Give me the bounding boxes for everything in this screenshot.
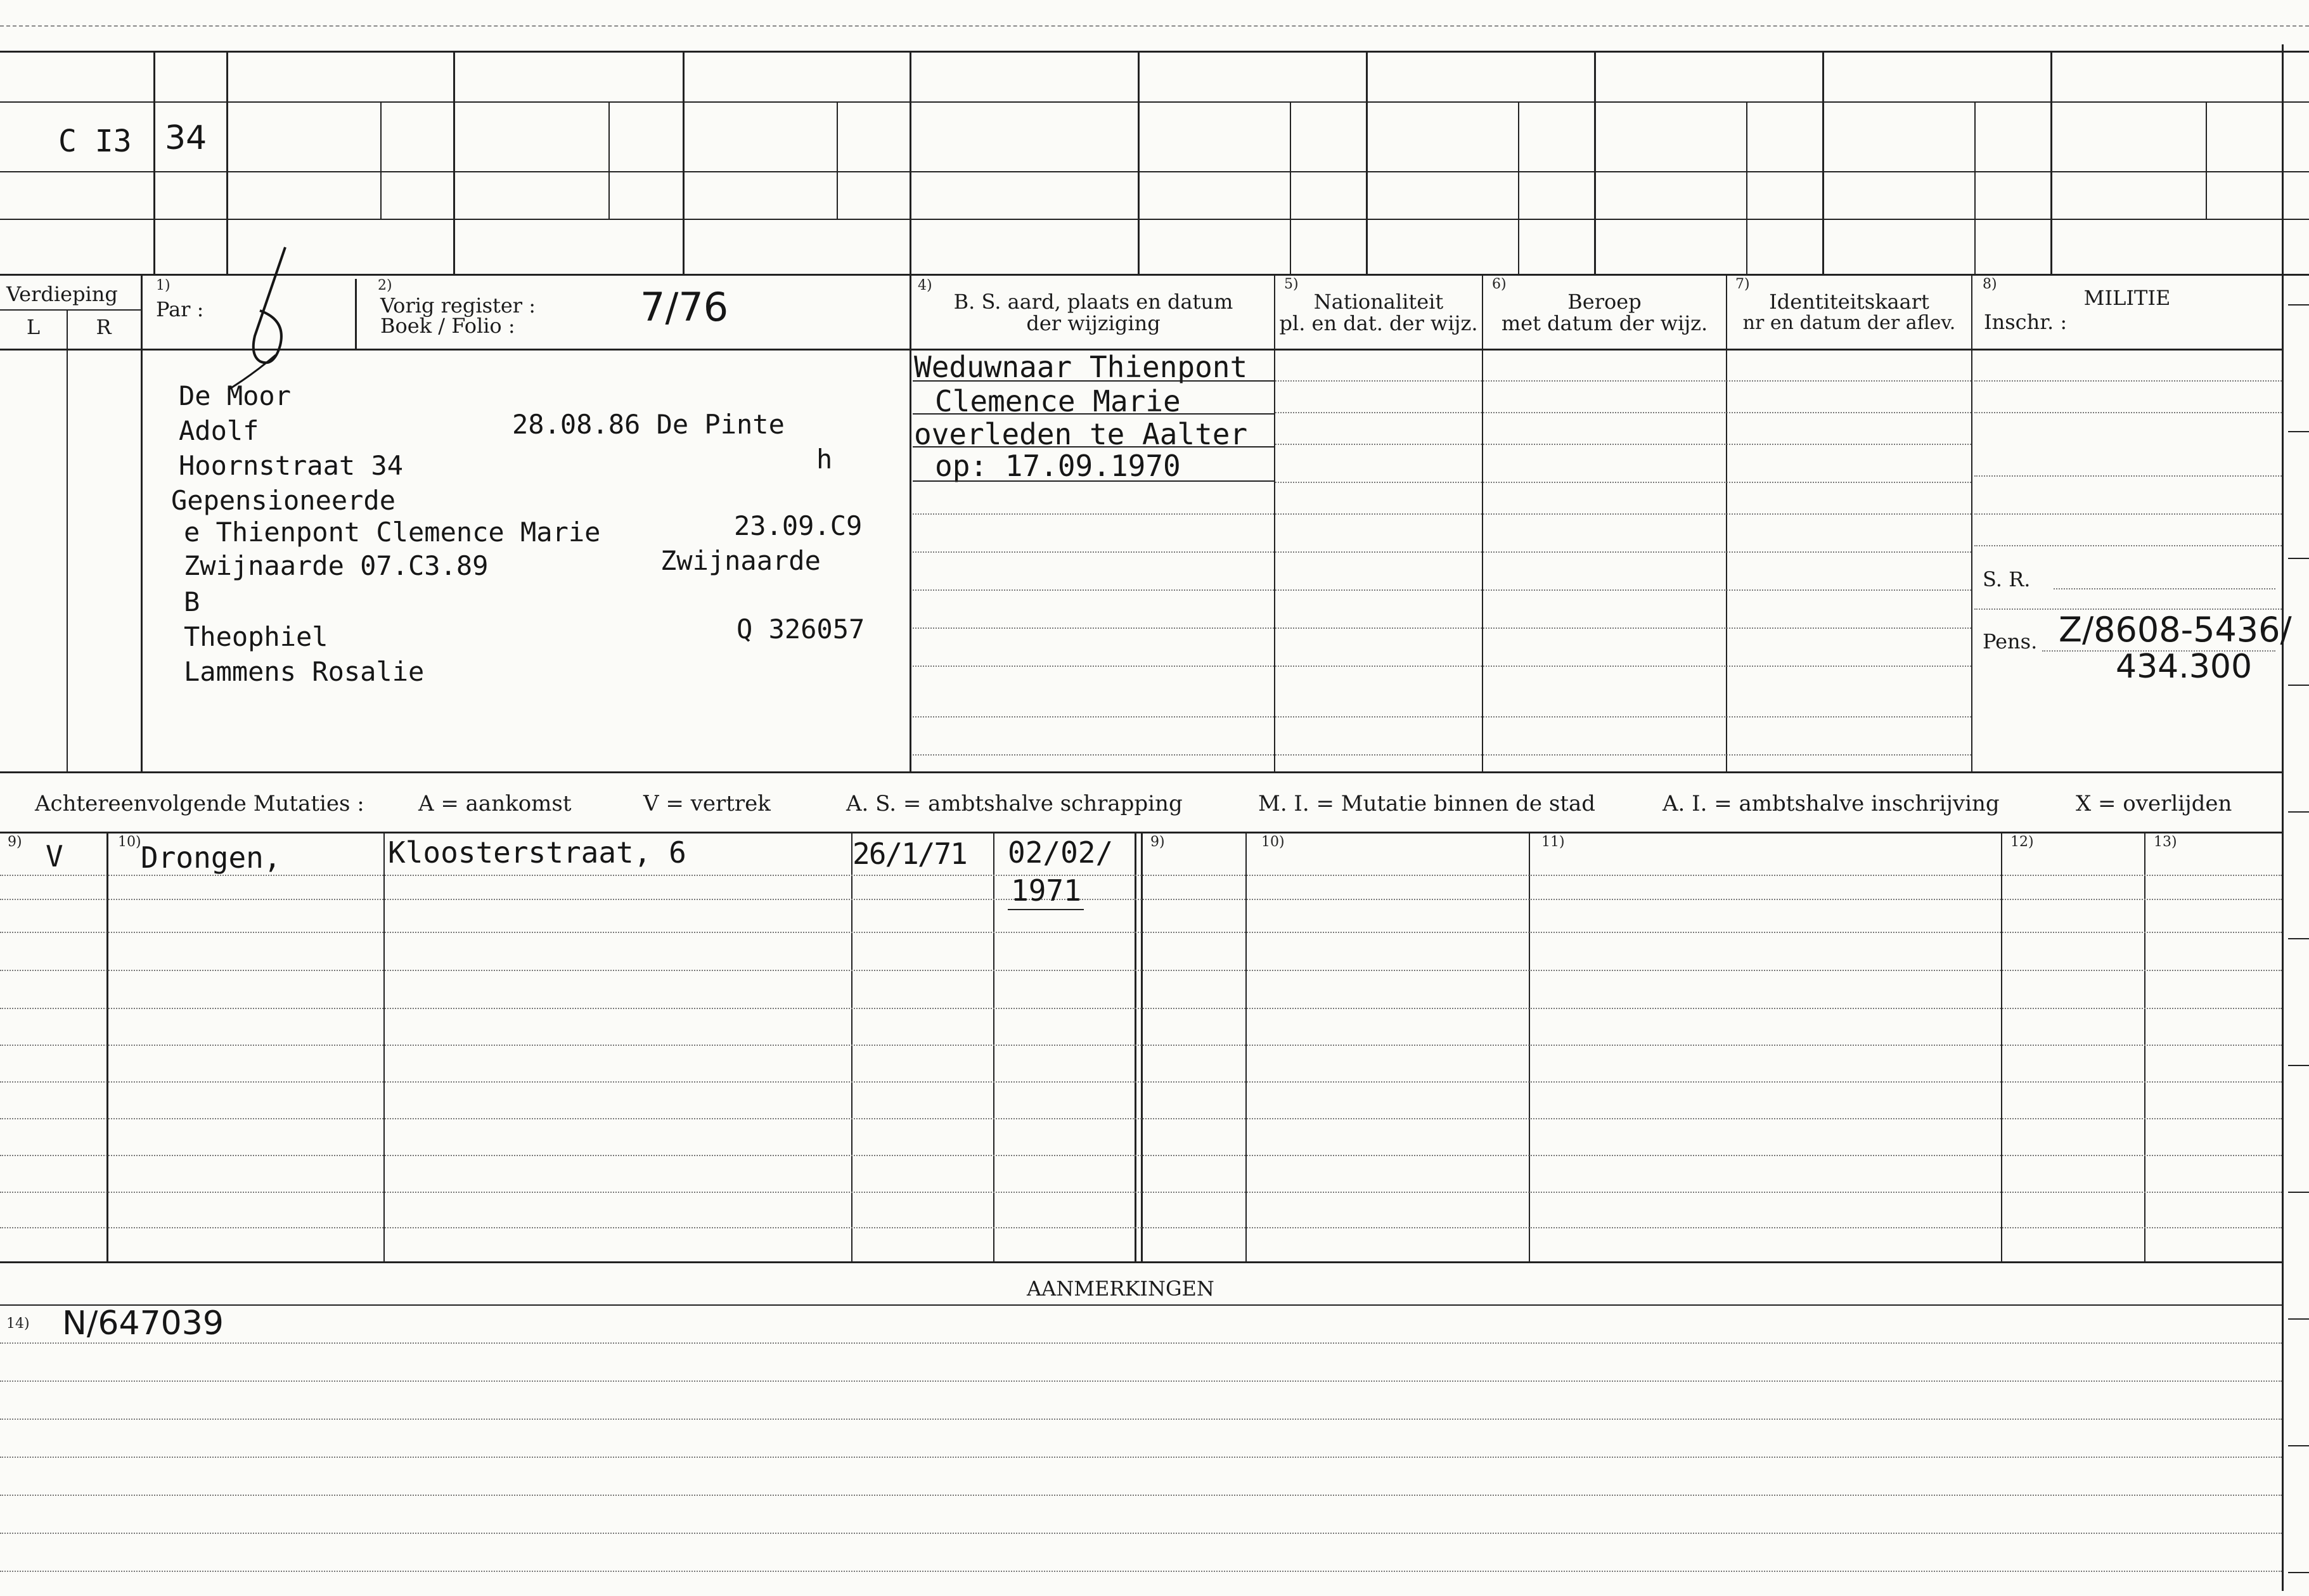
mutation-col10b-label: 10) bbox=[1261, 834, 1285, 850]
person-spouse: e Thienpont Clemence Marie bbox=[184, 517, 601, 548]
inschr-label: Inschr. : bbox=[1984, 310, 2068, 334]
nationality-header-line2: pl. en dat. der wijz. bbox=[1279, 311, 1478, 335]
civil-status-line3: overleden te Aalter bbox=[914, 417, 1248, 451]
militie-number: 8) bbox=[1983, 276, 1997, 292]
militie-header: MILITIE bbox=[2083, 286, 2171, 310]
mutation-type: V bbox=[46, 839, 63, 873]
mutation-col13-label: 13) bbox=[2154, 834, 2177, 850]
mutation-date: 26/1/71 bbox=[852, 837, 967, 871]
card-code-letters: C I3 bbox=[58, 124, 132, 159]
civil-status-line1: Weduwnaar Thienpont bbox=[914, 350, 1248, 384]
mutation-registration-date-line2: 1971 bbox=[1011, 873, 1081, 908]
person-birth: 28.08.86 De Pinte bbox=[512, 409, 785, 440]
legend-vertrek: V = vertrek bbox=[643, 791, 771, 816]
verdieping-r-label: R bbox=[96, 315, 112, 339]
bs-number: 4) bbox=[918, 278, 932, 293]
pension-number-line2: 434.300 bbox=[2116, 648, 2253, 686]
person-spouse-birthplace: Zwijnaarde bbox=[660, 545, 821, 576]
mutation-col9-label: 9) bbox=[8, 834, 22, 850]
par-label: Par : bbox=[156, 297, 204, 321]
civil-status-line2: Clemence Marie bbox=[935, 384, 1181, 418]
beroep-header-line2: met datum der wijz. bbox=[1501, 311, 1708, 335]
boek-folio-label: Boek / Folio : bbox=[380, 314, 515, 338]
person-mark-b: B bbox=[184, 586, 200, 617]
person-spouse-birthdate: 23.09.C9 bbox=[734, 510, 863, 541]
legend-overlijden: X = overlijden bbox=[2076, 791, 2232, 816]
beroep-number: 6) bbox=[1492, 276, 1507, 292]
sr-label: S. R. bbox=[1983, 567, 2031, 591]
mutation-col9b-label: 9) bbox=[1150, 834, 1165, 850]
mutation-col11-label: 11) bbox=[1541, 834, 1565, 850]
vorig-number: 2) bbox=[378, 278, 392, 293]
mutation-place: Drongen, bbox=[141, 840, 281, 875]
legend-mutatie-binnen-stad: M. I. = Mutatie binnen de stad bbox=[1258, 791, 1595, 816]
person-father: Theophiel bbox=[184, 621, 328, 652]
id-card-number: 7) bbox=[1735, 276, 1750, 292]
bs-header-line1: B. S. aard, plaats en datum bbox=[953, 290, 1233, 314]
legend-aankomst: A = aankomst bbox=[418, 791, 572, 816]
legend-ambtshalve-inschrijving: A. I. = ambtshalve inschrijving bbox=[1663, 791, 2000, 816]
card-code-number: 34 bbox=[165, 119, 207, 157]
pens-label: Pens. bbox=[1983, 629, 2038, 653]
person-surname: De Moor bbox=[179, 380, 292, 411]
person-mother: Lammens Rosalie bbox=[184, 656, 425, 687]
nationality-number: 5) bbox=[1284, 276, 1299, 292]
mutation-col12-label: 12) bbox=[2010, 834, 2034, 850]
bs-header-line2: der wijziging bbox=[1026, 311, 1161, 335]
mutation-street: Kloosterstraat, 6 bbox=[388, 835, 686, 870]
person-firstname: Adolf bbox=[179, 415, 259, 446]
person-code: Q 326057 bbox=[736, 614, 865, 645]
id-card-header-line2: nr en datum der aflev. bbox=[1742, 312, 1956, 334]
beroep-header-line1: Beroep bbox=[1567, 290, 1642, 314]
legend-title: Achtereenvolgende Mutaties : bbox=[35, 791, 364, 816]
legend-ambtshalve-schrapping: A. S. = ambtshalve schrapping bbox=[846, 791, 1183, 816]
par-handwritten-mark bbox=[215, 241, 311, 393]
vorig-register-value: 7/76 bbox=[640, 284, 729, 330]
person-occupation: Gepensioneerde bbox=[171, 485, 396, 516]
verdieping-l-label: L bbox=[26, 315, 41, 339]
person-spouse-birth: Zwijnaarde 07.C3.89 bbox=[184, 550, 489, 581]
pension-number-line1: Z/8608-5436/ bbox=[2059, 610, 2292, 650]
mutation-col10-label: 10) bbox=[118, 834, 141, 850]
civil-status-line4: op: 17.09.1970 bbox=[935, 449, 1181, 483]
par-number: 1) bbox=[156, 278, 170, 293]
verdieping-label: Verdieping bbox=[6, 282, 118, 306]
mutation-registration-date-line1: 02/02/ bbox=[1008, 835, 1114, 870]
person-address-mark: h bbox=[816, 444, 833, 475]
nationality-header-line1: Nationaliteit bbox=[1313, 290, 1444, 314]
person-address: Hoornstraat 34 bbox=[179, 450, 404, 481]
remarks-title: AANMERKINGEN bbox=[1027, 1277, 1214, 1301]
remarks-number: 14) bbox=[6, 1316, 30, 1332]
id-card-header-line1: Identiteitskaart bbox=[1769, 290, 1929, 314]
vorig-register-label: Vorig register : bbox=[380, 293, 536, 318]
remarks-value: N/647039 bbox=[62, 1304, 224, 1342]
